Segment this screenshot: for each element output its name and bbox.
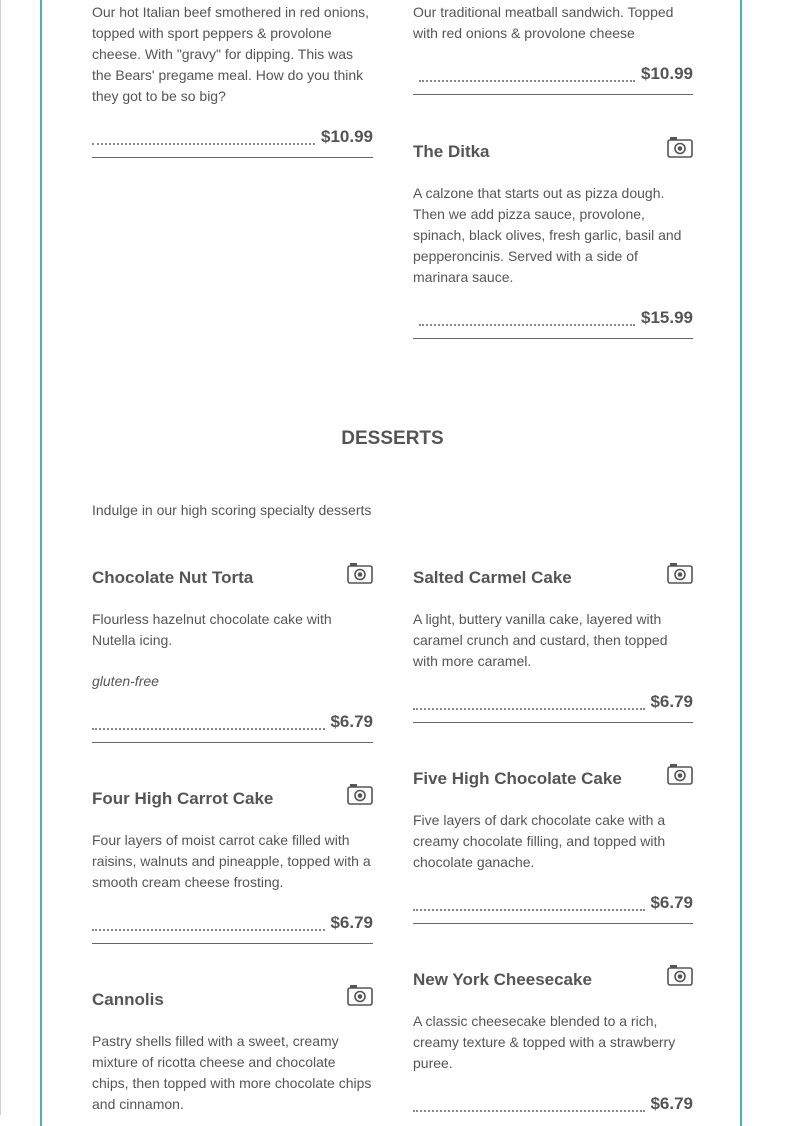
item-title: The Ditka bbox=[413, 142, 490, 161]
item-price: $15.99 bbox=[641, 308, 693, 327]
section-title: DESSERTS bbox=[341, 428, 444, 449]
menu-item-new-york-cheesecake bbox=[413, 964, 693, 1116]
item-header bbox=[92, 984, 373, 1014]
item-title: Chocolate Nut Torta bbox=[92, 568, 254, 587]
section-subtitle: Indulge in our high scoring specialty desserts bbox=[92, 502, 372, 518]
item-divider bbox=[413, 923, 693, 924]
item-title: Five High Chocolate Cake bbox=[413, 769, 622, 788]
menu-item-meatball bbox=[413, 2, 693, 95]
menu-item-five-high-chocolate-cake bbox=[413, 763, 693, 924]
camera-icon[interactable] bbox=[347, 984, 373, 1006]
item-header bbox=[413, 136, 693, 166]
item-divider bbox=[413, 338, 693, 339]
item-dietary-note: gluten-free bbox=[92, 673, 159, 689]
item-header bbox=[413, 964, 693, 994]
item-header bbox=[92, 562, 373, 592]
price-row bbox=[92, 712, 373, 734]
camera-icon[interactable] bbox=[347, 562, 373, 584]
item-divider bbox=[413, 722, 693, 723]
price-row bbox=[413, 64, 693, 86]
item-header bbox=[413, 763, 693, 793]
item-price: $10.99 bbox=[321, 127, 373, 146]
camera-icon[interactable] bbox=[667, 964, 693, 986]
price-row bbox=[92, 913, 373, 935]
menu-item-the-ditka bbox=[413, 136, 693, 339]
price-leader-dots bbox=[92, 929, 325, 931]
item-header bbox=[92, 783, 373, 813]
menu-item-cannolis bbox=[92, 984, 373, 1115]
menu-item-four-high-carrot-cake bbox=[92, 783, 373, 944]
item-price: $10.99 bbox=[641, 64, 693, 83]
item-title: New York Cheesecake bbox=[413, 970, 592, 989]
menu-item-chocolate-nut-torta bbox=[92, 562, 373, 743]
price-leader-dots bbox=[413, 1110, 645, 1112]
item-description: A classic cheesecake blended to a rich, creamy texture & topped with a strawberry puree. bbox=[413, 1013, 676, 1071]
camera-icon[interactable] bbox=[667, 763, 693, 785]
item-title: Salted Carmel Cake bbox=[413, 568, 572, 587]
menu-item-salted-carmel-cake bbox=[413, 562, 693, 723]
camera-icon[interactable] bbox=[347, 783, 373, 805]
price-row bbox=[413, 308, 693, 330]
price-leader-dots bbox=[419, 324, 635, 326]
item-description: Flourless hazelnut chocolate cake with Nutella icing. bbox=[92, 611, 332, 648]
item-price: $6.79 bbox=[330, 712, 373, 731]
item-title: Four High Carrot Cake bbox=[92, 789, 274, 808]
item-description: Our traditional meatball sandwich. Topped with red onions & provolone cheese bbox=[413, 4, 674, 41]
item-divider bbox=[92, 742, 373, 743]
price-leader-dots bbox=[413, 708, 645, 710]
menu-item-italian-beef bbox=[92, 2, 373, 158]
item-divider bbox=[92, 157, 373, 158]
item-description: Four layers of moist carrot cake filled with raisins, walnuts and pineapple, topped with a smooth cream cheese frosting. bbox=[92, 832, 371, 890]
item-header bbox=[413, 562, 693, 592]
camera-icon[interactable] bbox=[667, 562, 693, 584]
item-price: $6.79 bbox=[650, 1094, 693, 1113]
item-description: Five layers of dark chocolate cake with a creamy chocolate filling, and topped with chocolate ganache. bbox=[413, 812, 666, 870]
price-leader-dots bbox=[413, 909, 645, 911]
item-description: Our hot Italian beef smothered in red onions, topped with sport peppers & provolone cheese. With "gravy" for dipping. This was the Bears' pregame meal. How do you think they got to be so big? bbox=[92, 4, 370, 104]
item-price: $6.79 bbox=[330, 913, 373, 932]
price-leader-dots bbox=[92, 143, 315, 145]
price-row bbox=[92, 127, 373, 149]
price-row bbox=[413, 893, 693, 915]
item-description: A calzone that starts out as pizza dough. Then we add pizza sauce, provolone, spinach, black olives, fresh garlic, basil and pepperoncinis. Served with a side of marinara sauce. bbox=[413, 185, 682, 285]
item-divider bbox=[92, 943, 373, 944]
price-leader-dots bbox=[92, 728, 325, 730]
item-description: A light, buttery vanilla cake, layered with caramel crunch and custard, then topped with more caramel. bbox=[413, 611, 668, 669]
item-description: Pastry shells filled with a sweet, creamy mixture of ricotta cheese and chocolate chips, then topped with more chocolate chips and cinnamon. bbox=[92, 1033, 372, 1112]
item-price: $6.79 bbox=[650, 692, 693, 711]
page-edge bbox=[0, 0, 1, 1115]
item-divider bbox=[413, 94, 693, 95]
price-row bbox=[413, 692, 693, 714]
camera-icon[interactable] bbox=[667, 136, 693, 158]
item-title: Cannolis bbox=[92, 990, 164, 1009]
item-price: $6.79 bbox=[650, 893, 693, 912]
price-row bbox=[413, 1094, 693, 1116]
price-leader-dots bbox=[419, 80, 635, 82]
